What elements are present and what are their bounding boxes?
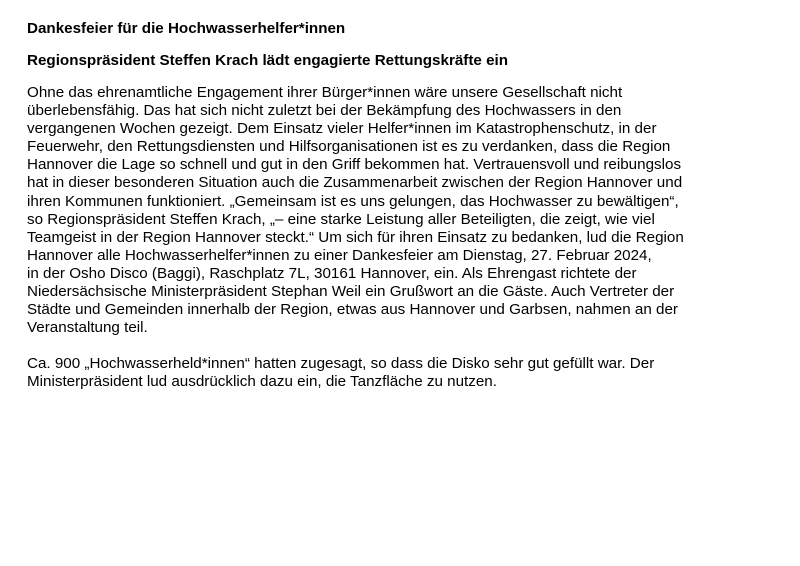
paragraph-line: überlebensfähig. Das hat sich nicht zuletzt bei der Bekämpfung des Hochwassers in den <box>27 102 622 120</box>
document-title: Dankesfeier für die Hochwasserhelfer*innen <box>27 20 346 37</box>
paragraph-line: ihren Kommunen funktioniert. „Gemeinsam ist es uns gelungen, das Hochwasser zu bewältigen“, <box>27 192 679 210</box>
paragraph-1 <box>27 84 787 337</box>
paragraph-line: hat in dieser besonderen Situation auch die Zusammenarbeit zwischen der Region Hannover und <box>27 174 683 192</box>
paragraph-line: so Regionspräsident Steffen Krach, „– eine starke Leistung aller Beteiligten, die zeigt, wie viel <box>27 210 655 228</box>
document-page <box>27 20 787 392</box>
paragraph-line: Ministerpräsident lud ausdrücklich dazu ein, die Tanzfläche zu nutzen. <box>27 373 497 391</box>
paragraph-line: Hannover alle Hochwasserhelfer*innen zu einer Dankesfeier am Dienstag, 27. Februar 2024, <box>27 246 652 264</box>
paragraph-line: Niedersächsische Ministerpräsident Stephan Weil ein Grußwort an die Gäste. Auch Vertreter der <box>27 283 675 301</box>
paragraph-2 <box>27 355 787 391</box>
paragraph-line: Feuerwehr, den Rettungsdiensten und Hilfsorganisationen ist es zu verdanken, dass die Region <box>27 138 671 156</box>
paragraph-line: Hannover die Lage so schnell und gut in den Griff bekommen hat. Vertrauensvoll und reibungslos <box>27 156 682 174</box>
paragraph-line: vergangenen Wochen gezeigt. Dem Einsatz vieler Helfer*innen im Katastrophenschutz, in der <box>27 120 657 138</box>
paragraph-line: Ca. 900 „Hochwasserheld*innen“ hatten zugesagt, so dass die Disko sehr gut gefüllt war. Der <box>27 355 655 373</box>
paragraph-line: Veranstaltung teil. <box>27 319 148 337</box>
document-subtitle: Regionspräsident Steffen Krach lädt engagierte Rettungskräfte ein <box>27 52 509 69</box>
paragraph-line: Städte und Gemeinden innerhalb der Region, etwas aus Hannover und Garbsen, nahmen an der <box>27 301 678 319</box>
paragraph-line: Teamgeist in der Region Hannover steckt.“ Um sich für ihren Einsatz zu bedanken, lud die Region <box>27 228 684 246</box>
paragraph-line: in der Osho Disco (Baggi), Raschplatz 7L, 30161 Hannover, ein. Als Ehrengast richtete der <box>27 264 637 282</box>
paragraph-line: Ohne das ehrenamtliche Engagement ihrer Bürger*innen wäre unsere Gesellschaft nicht <box>27 84 623 101</box>
